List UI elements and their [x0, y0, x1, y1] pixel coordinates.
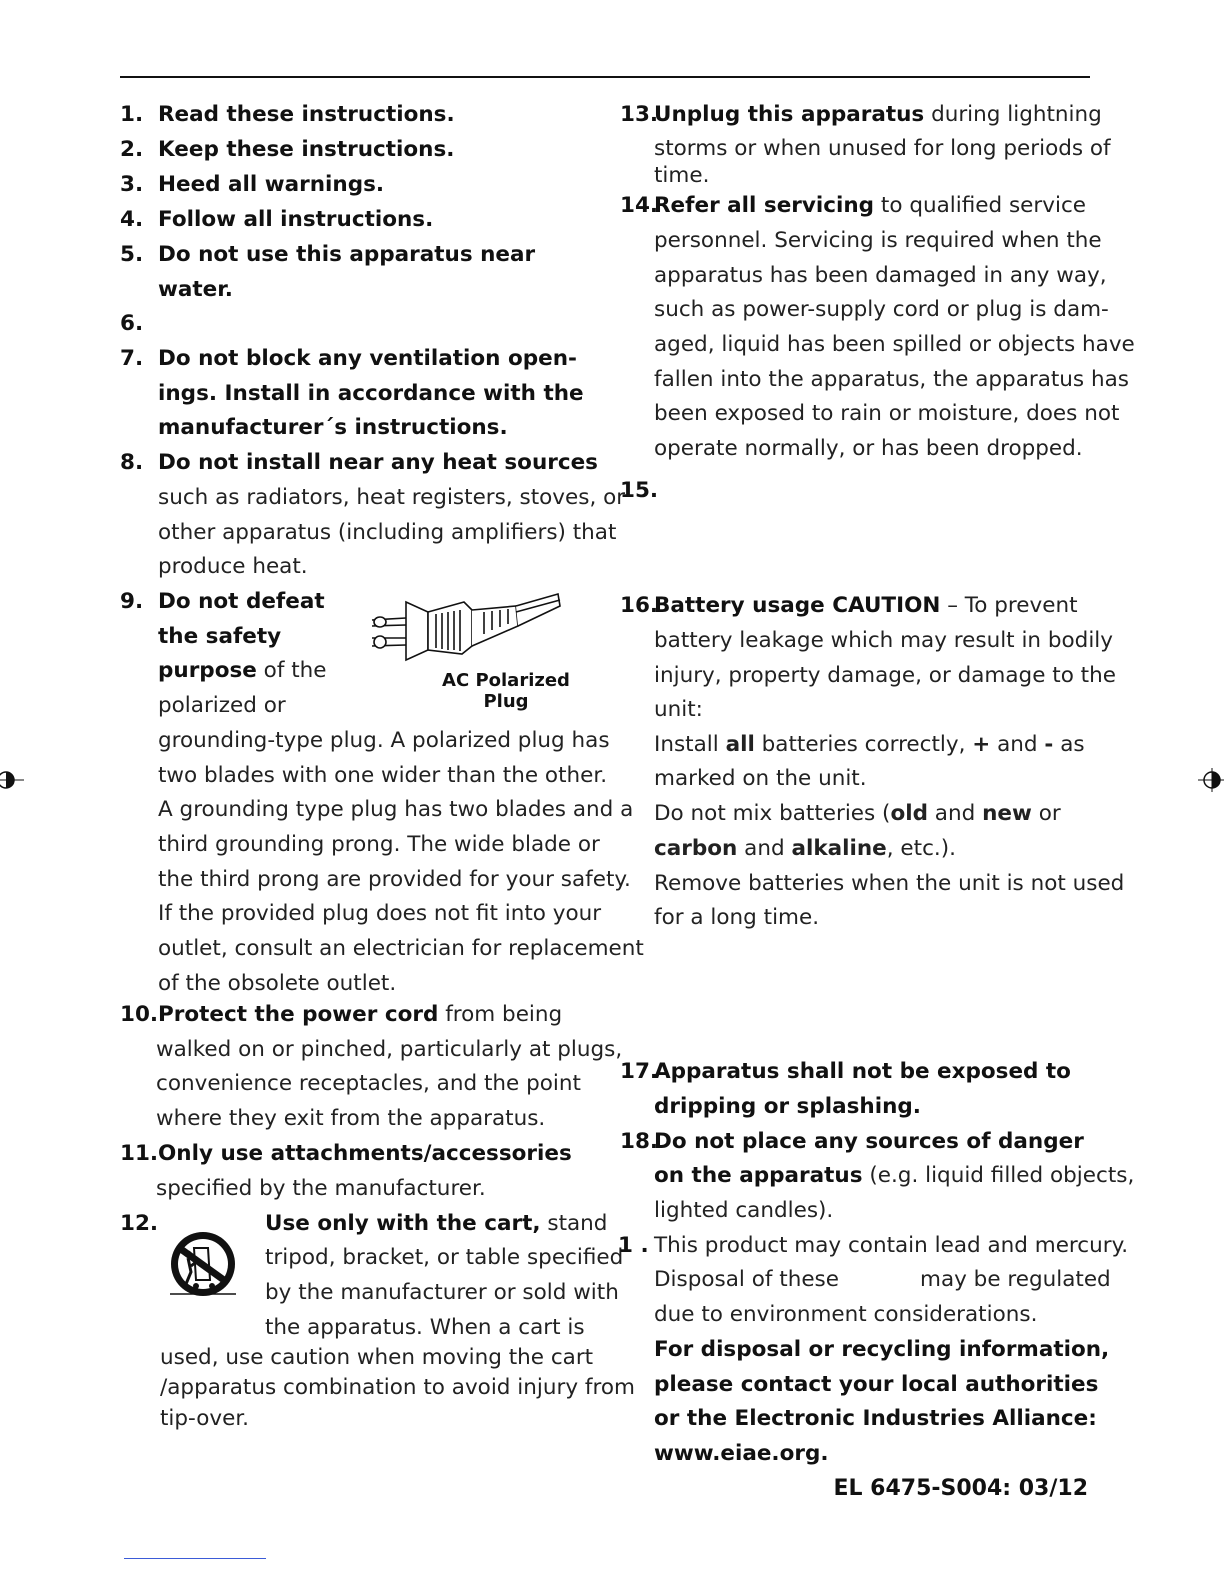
item-5-text: Do not use this apparatus near: [158, 242, 536, 267]
plug-label: Plug: [483, 691, 529, 712]
item-19-heading: please contact your local authorities: [654, 1372, 1099, 1397]
item-16-text: Do not mix batteries (old and new or: [654, 801, 1061, 826]
item-19-text: Disposal of these: [654, 1267, 839, 1292]
cart-warning-icon: [164, 1228, 242, 1300]
item-number: 10.: [120, 1002, 159, 1027]
item-10-text: where they exit from the apparatus.: [156, 1106, 546, 1131]
item-9-text: the third prong are provided for your safety.: [158, 867, 631, 892]
item-14-text: been exposed to rain or moisture, does not: [654, 401, 1120, 426]
item-16-text: for a long time.: [654, 905, 820, 930]
item-14-text: such as power-supply cord or plug is dam-: [654, 297, 1109, 322]
item-19-text: may be regulated: [920, 1267, 1111, 1292]
item-16-text: Battery usage CAUTION – To prevent: [654, 593, 1078, 618]
eia-website-link[interactable]: www.eiae.org.: [654, 1441, 829, 1466]
item-number: 17.: [620, 1059, 659, 1084]
item-number: 16.: [620, 593, 659, 618]
item-12-text: /apparatus combination to avoid injury from: [160, 1375, 635, 1400]
item-number: 1.: [120, 102, 144, 127]
item-12-text: the apparatus. When a cart is: [265, 1315, 585, 1340]
item-16-text: battery leakage which may result in bodily: [654, 628, 1113, 653]
item-9-text: outlet, consult an electrician for replacement: [158, 936, 644, 961]
item-9-text: two blades with one wider than the other.: [158, 763, 608, 788]
item-11-text: specified by the manufacturer.: [156, 1176, 486, 1201]
document-code: EL 6475-S004: 03/12: [833, 1476, 1088, 1501]
item-19-text: This product may contain lead and mercury.: [654, 1233, 1129, 1258]
item-7-text: ings. Install in accordance with the: [158, 381, 584, 406]
item-14-text: operate normally, or has been dropped.: [654, 436, 1083, 461]
item-16-text: Install all batteries correctly, + and - as: [654, 732, 1085, 757]
item-16-text: marked on the unit.: [654, 766, 867, 791]
item-12-text: tripod, bracket, or table specified: [265, 1245, 624, 1270]
item-18-heading: Do not place any sources of danger: [654, 1129, 1084, 1154]
item-number: 9.: [120, 589, 144, 614]
item-number: 4.: [120, 207, 144, 232]
item-number: 11.: [120, 1141, 159, 1166]
item-8-text: such as radiators, heat registers, stoves, or: [158, 485, 626, 510]
item-4-text: Follow all instructions.: [158, 207, 434, 232]
item-number: 6.: [120, 311, 144, 336]
item-19-heading: or the Electronic Industries Alliance:: [654, 1406, 1097, 1431]
item-16-text: carbon and alkaline, etc.).: [654, 836, 956, 861]
item-14-text: fallen into the apparatus, the apparatus has: [654, 367, 1129, 392]
item-number: 15.: [620, 478, 659, 503]
item-2-text: Keep these instructions.: [158, 137, 455, 162]
item-14-text: apparatus has been damaged in any way,: [654, 263, 1107, 288]
item-10-text: convenience receptacles, and the point: [156, 1071, 581, 1096]
item-11-heading: Only use attachments/accessories: [158, 1141, 572, 1166]
item-number: 1 .: [618, 1233, 649, 1258]
item-9-text: grounding-type plug. A polarized plug has: [158, 728, 610, 753]
top-rule: [120, 76, 1090, 78]
item-16-text: unit:: [654, 697, 703, 722]
ac-polarized-plug-illustration: [366, 588, 562, 666]
item-17-text: dripping or splashing.: [654, 1094, 921, 1119]
item-9-text: third grounding prong. The wide blade or: [158, 832, 600, 857]
item-13-text: Unplug this apparatus during lightning: [654, 102, 1102, 127]
item-7-text: Do not block any ventilation open-: [158, 346, 577, 371]
item-number: 2.: [120, 137, 144, 162]
item-3-text: Heed all warnings.: [158, 172, 385, 197]
item-13-text: time.: [654, 163, 710, 188]
item-19-text: due to environment considerations.: [654, 1302, 1038, 1327]
item-9-text: polarized or: [158, 693, 286, 718]
item-8-text: produce heat.: [158, 554, 308, 579]
registration-mark-left-icon: [0, 766, 24, 794]
item-number: 8.: [120, 450, 144, 475]
item-9-text: If the provided plug does not fit into your: [158, 901, 602, 926]
item-number: 5.: [120, 242, 144, 267]
item-8-heading: Do not install near any heat sources: [158, 450, 598, 475]
item-18-text: lighted candles).: [654, 1198, 834, 1223]
item-9-text: of the obsolete outlet.: [158, 971, 397, 996]
item-number: 13.: [620, 102, 659, 127]
item-number: 7.: [120, 346, 144, 371]
item-14-text: aged, liquid has been spilled or objects have: [654, 332, 1135, 357]
item-number: 3.: [120, 172, 144, 197]
item-number: 12.: [120, 1211, 159, 1236]
item-17-text: Apparatus shall not be exposed to: [654, 1059, 1071, 1084]
item-9-text: A grounding type plug has two blades and a: [158, 797, 634, 822]
item-13-text: storms or when unused for long periods of: [654, 136, 1111, 161]
registration-mark-right-icon: [1196, 766, 1224, 794]
item-9-text: purpose of the: [158, 658, 327, 683]
item-10-text: Protect the power cord from being: [158, 1002, 563, 1027]
item-10-text: walked on or pinched, particularly at plugs,: [156, 1037, 623, 1062]
item-12-text: by the manufacturer or sold with: [265, 1280, 619, 1305]
item-16-text: injury, property damage, or damage to the: [654, 663, 1116, 688]
item-5-text: water.: [158, 277, 233, 302]
item-14-text: personnel. Servicing is required when the: [654, 228, 1102, 253]
item-7-text: manufacturer´s instructions.: [158, 415, 508, 440]
item-16-text: Remove batteries when the unit is not used: [654, 871, 1125, 896]
item-9-heading: the safety: [158, 624, 282, 649]
item-12-text: Use only with the cart, stand: [265, 1211, 608, 1236]
item-8-text: other apparatus (including amplifiers) that: [158, 520, 617, 545]
item-number: 18.: [620, 1129, 659, 1154]
item-12-text: tip-over.: [160, 1406, 250, 1431]
plug-label: AC Polarized: [442, 670, 570, 691]
item-1-text: Read these instructions.: [158, 102, 455, 127]
item-19-heading: For disposal or recycling information,: [654, 1337, 1110, 1362]
item-number: 14.: [620, 193, 659, 218]
item-14-text: Refer all servicing to qualified service: [654, 193, 1086, 218]
item-9-heading: Do not defeat: [158, 589, 325, 614]
item-12-text: used, use caution when moving the cart: [160, 1345, 594, 1370]
item-18-text: on the apparatus (e.g. liquid filled objects,: [654, 1163, 1135, 1188]
bottom-rule: [124, 1558, 266, 1559]
